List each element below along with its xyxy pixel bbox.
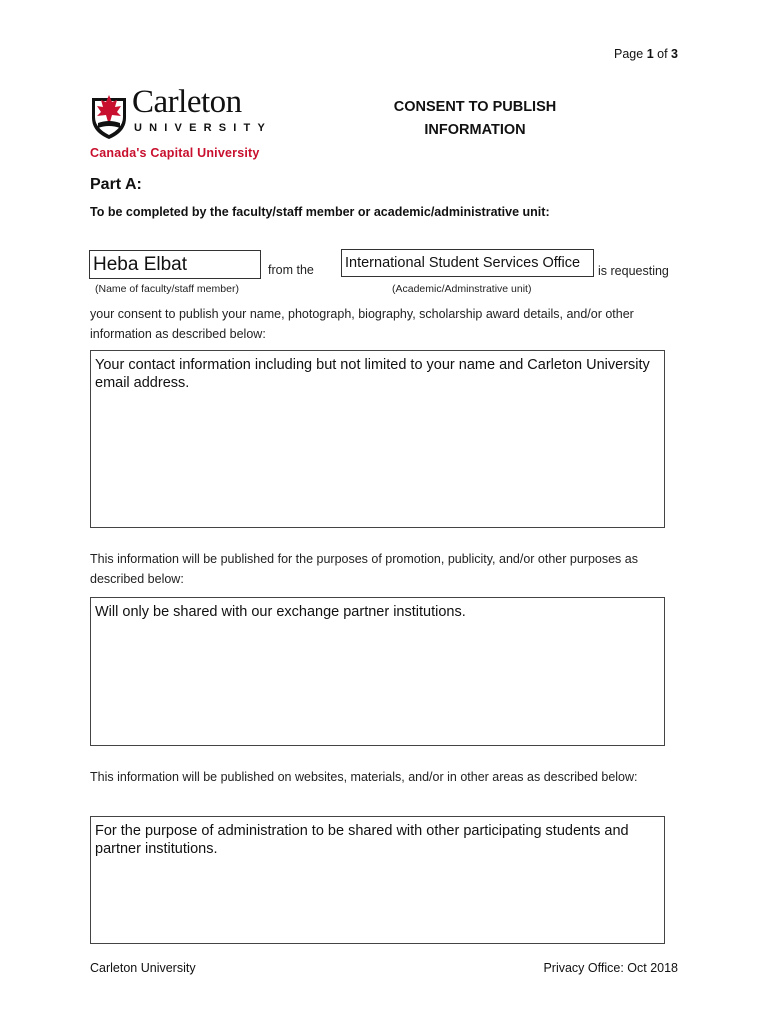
unit-caption: (Academic/Adminstrative unit)	[392, 283, 532, 295]
page-current: 1	[646, 47, 654, 61]
where-textarea[interactable]: For the purpose of administration to be shared with other participating students and partner institutions.	[90, 816, 665, 944]
information-textarea[interactable]: Your contact information including but not limited to your name and Carleton University email address.	[90, 350, 665, 528]
name-field[interactable]: Heba Elbat	[89, 250, 261, 279]
footer-right: Privacy Office: Oct 2018	[543, 961, 678, 975]
title-line-2: INFORMATION	[424, 122, 526, 138]
title-line-1: CONSENT TO PUBLISH	[393, 99, 557, 115]
purpose-textarea[interactable]: Will only be shared with our exchange partner institutions.	[90, 597, 665, 746]
logo-subtitle: UNIVERSITY	[134, 122, 273, 134]
page-total: 3	[671, 47, 678, 61]
logo-name: Carleton	[132, 84, 242, 120]
from-the-label: from the	[268, 263, 314, 277]
part-a-heading: Part A:	[90, 176, 142, 193]
page-of: of	[657, 47, 668, 61]
name-caption: (Name of faculty/staff member)	[95, 283, 239, 295]
where-text: This information will be published on websites, materials, and/or in other areas as described below:	[90, 770, 638, 784]
consent-text: your consent to publish your name, photograph, biography, scholarship award details, and/or other information as described below:	[90, 307, 634, 341]
unit-field[interactable]: International Student Services Office	[341, 249, 594, 277]
page-number	[614, 47, 678, 61]
shield-icon	[90, 90, 128, 140]
document-title	[380, 96, 570, 142]
purpose-text: This information will be published for the purposes of promotion, publicity, and/or other purposes as described below:	[90, 552, 638, 586]
footer-left: Carleton University	[90, 961, 196, 975]
part-a-instruction: To be completed by the faculty/staff member or academic/administrative unit:	[90, 205, 550, 219]
logo-tagline: Canada's Capital University	[90, 146, 260, 160]
page-label: Page	[614, 47, 644, 61]
is-requesting-label: is requesting	[598, 264, 669, 278]
carleton-logo	[90, 84, 273, 162]
